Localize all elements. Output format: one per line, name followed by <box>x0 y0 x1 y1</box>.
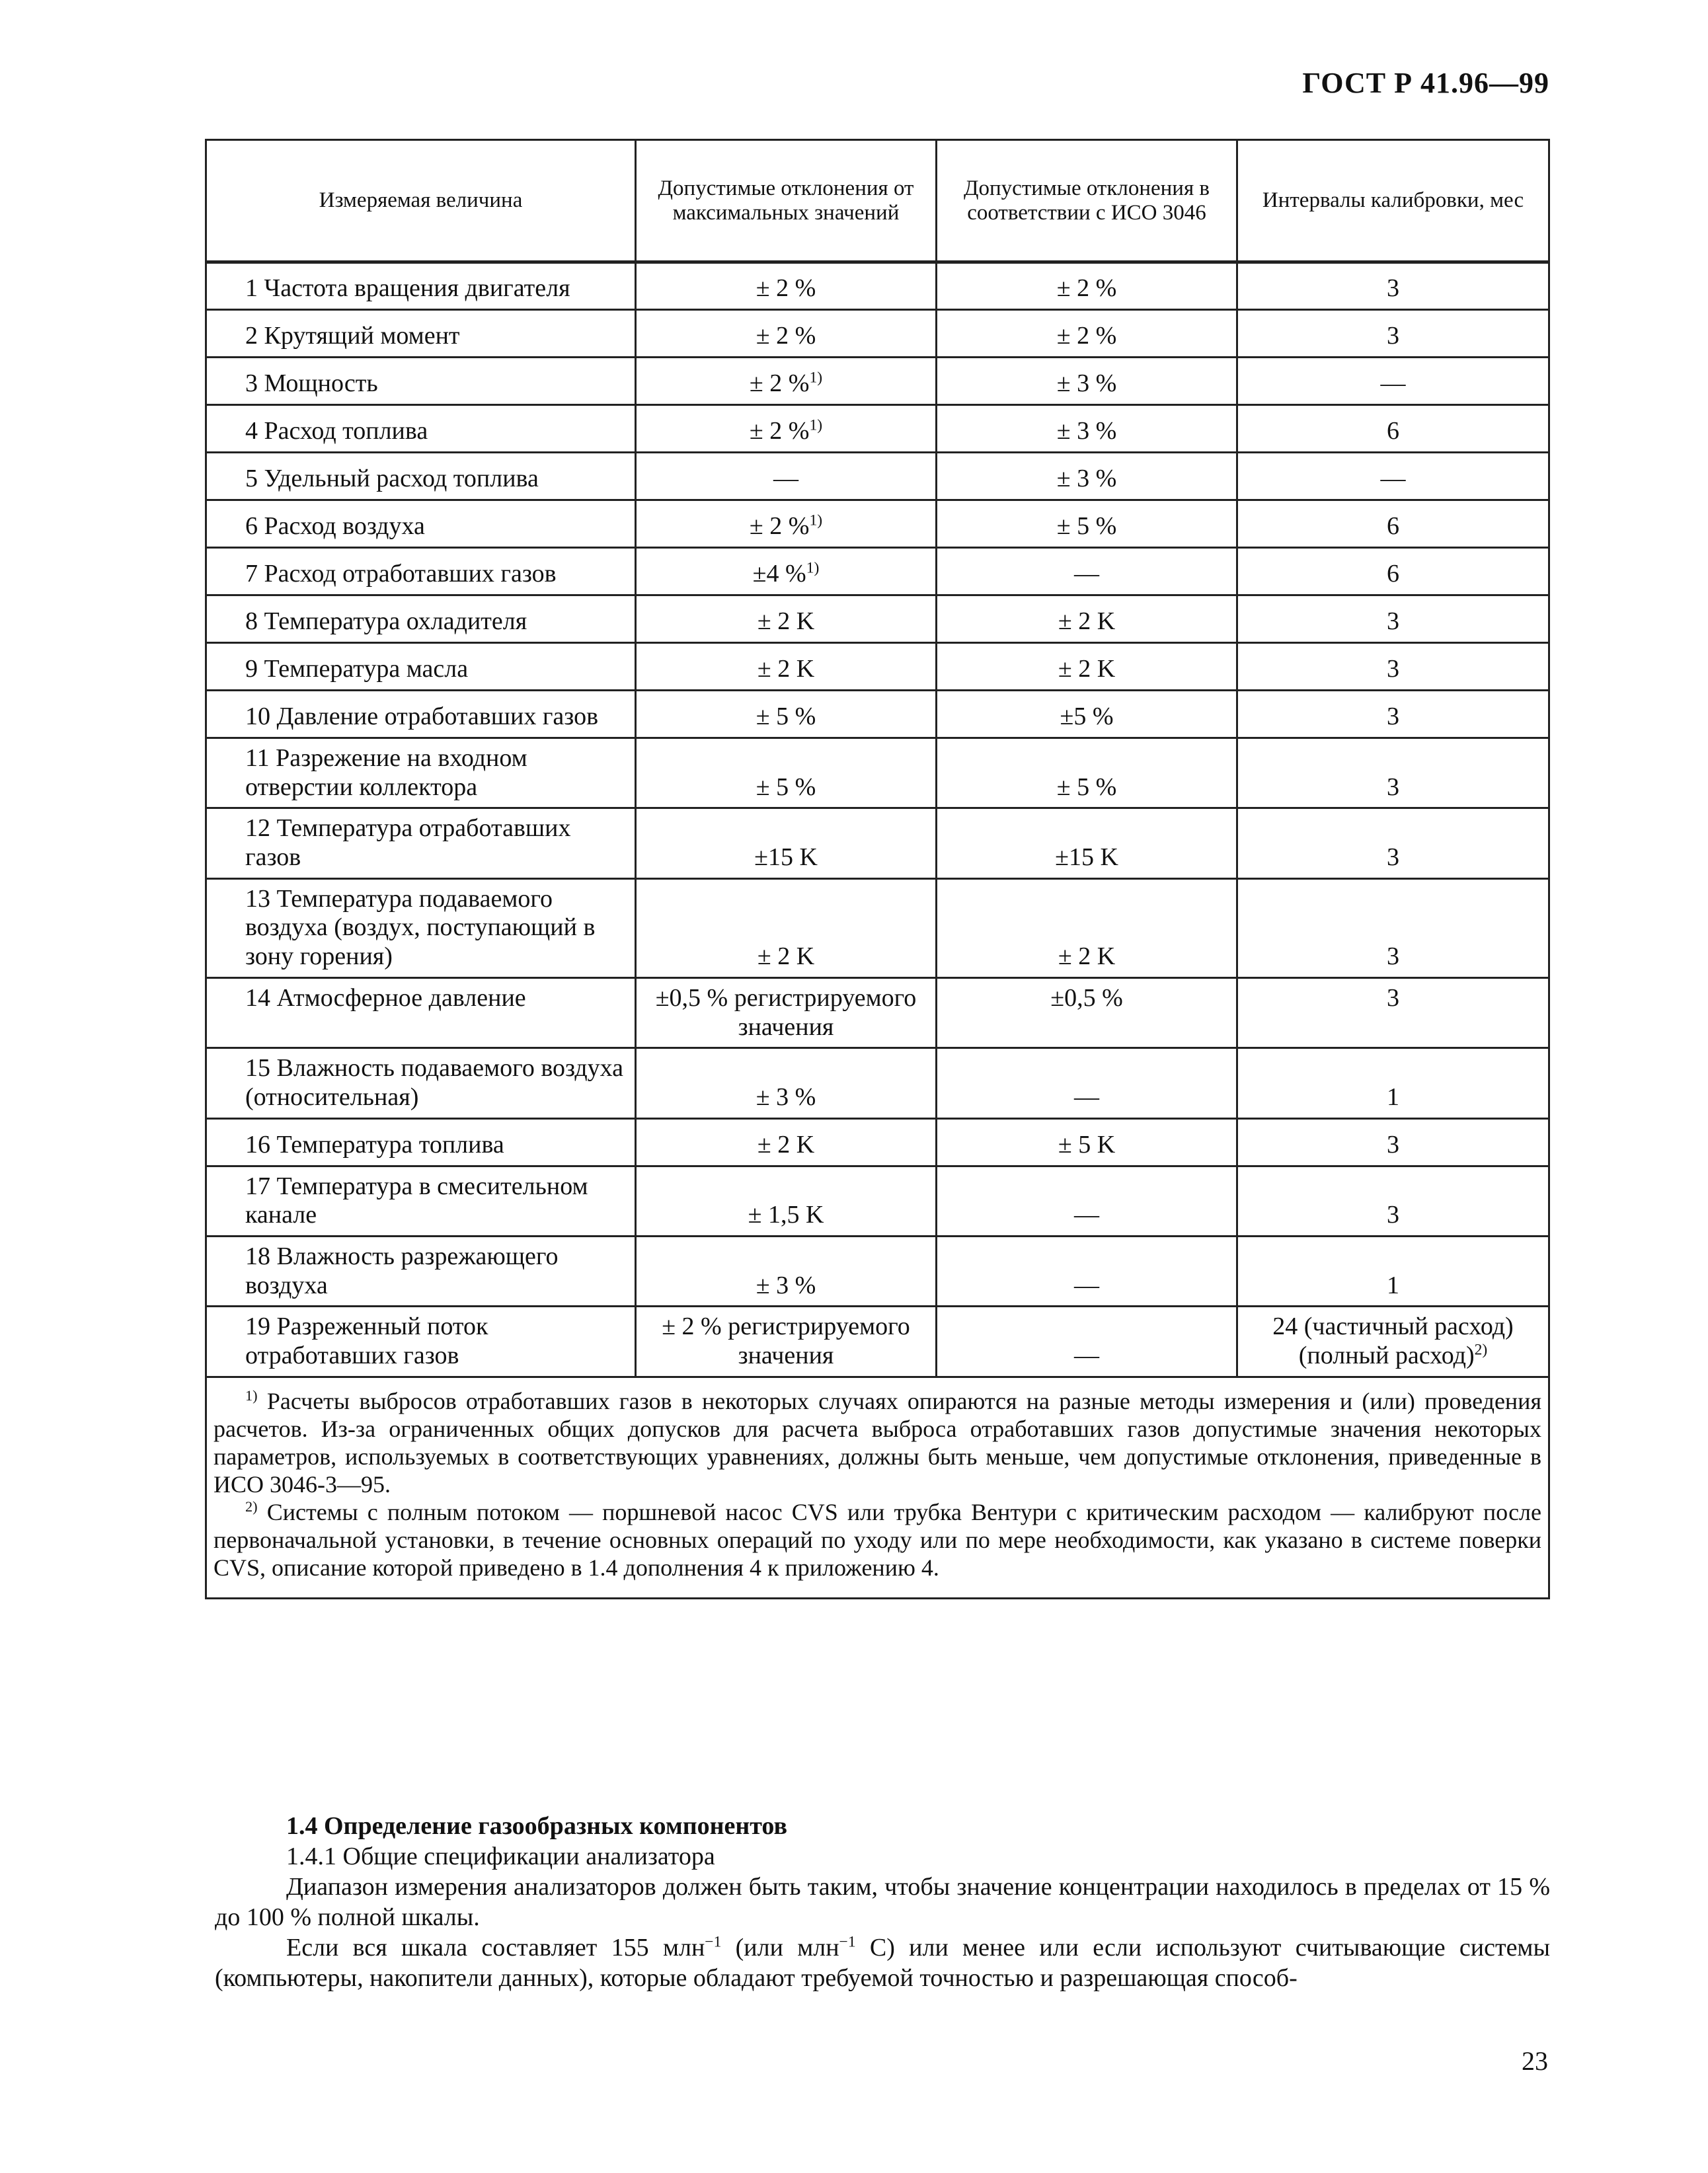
table-row <box>206 1236 1549 1306</box>
cell-quantity <box>206 1307 636 1377</box>
cell-quantity <box>206 1118 636 1166</box>
cell-calibration-interval-text: 3 <box>1387 322 1399 350</box>
cell-quantity <box>206 453 636 500</box>
cell-iso-deviation-text: — <box>1074 1083 1099 1111</box>
col-header-quantity: Измеряемая величина <box>206 140 636 262</box>
table-row <box>206 405 1549 453</box>
cell-max-deviation <box>636 310 937 358</box>
cell-max-deviation-text: ±15 K <box>754 843 818 872</box>
cell-iso-deviation <box>937 643 1237 691</box>
cell-max-deviation-text: ± 2 K <box>757 942 815 971</box>
cell-calibration-interval <box>1237 808 1549 878</box>
cell-max-deviation <box>636 595 937 643</box>
cell-quantity-text: 5 Удельный расход топлива <box>245 465 539 493</box>
cell-quantity-text: 18 Влажность разрежающего воздуха <box>245 1242 559 1299</box>
paragraph-scale-part-b: (или млн <box>721 1934 839 1962</box>
cell-calibration-interval <box>1237 595 1549 643</box>
subsection-heading: 1.4.1 Общие спецификации анализатора <box>286 1843 715 1870</box>
cell-iso-deviation-text: ± 3 % <box>1056 417 1117 445</box>
cell-iso-deviation <box>937 595 1237 643</box>
table-row <box>206 808 1549 878</box>
cell-iso-deviation-text: ± 2 K <box>1058 655 1116 683</box>
table-notes-row <box>206 1377 1549 1599</box>
table-row <box>206 262 1549 310</box>
cell-max-deviation <box>636 643 937 691</box>
paragraph-scale-sup-2: −1 <box>839 1933 856 1951</box>
cell-max-deviation <box>636 1166 937 1236</box>
paragraph-scale <box>215 1932 1550 1993</box>
cell-quantity-text: 10 Давление отработавших газов <box>245 703 599 731</box>
col-header-max-deviation: Допустимые отклонения от максимальных значений <box>636 140 937 262</box>
paragraph-scale-part-a: Если вся шкала составляет 155 млн <box>286 1934 705 1962</box>
cell-max-deviation <box>636 1118 937 1166</box>
col-header-calibration-interval: Интервалы калибровки, мес <box>1237 140 1549 262</box>
cell-iso-deviation-text: ± 3 % <box>1056 465 1117 493</box>
cell-quantity-text: 9 Температура масла <box>245 655 469 683</box>
cell-calibration-interval <box>1237 1118 1549 1166</box>
cell-quantity-text: 7 Расход отработавших газов <box>245 560 557 588</box>
footnote-1-mark: 1) <box>245 1387 258 1404</box>
col-header-iso-deviation: Допустимые отклонения в соответствии с ИСО 3046 <box>937 140 1237 262</box>
cell-calibration-interval <box>1237 310 1549 358</box>
footnote-ref: 2) <box>1474 1341 1488 1359</box>
cell-iso-deviation <box>937 878 1237 977</box>
cell-calibration-interval <box>1237 738 1549 808</box>
cell-quantity <box>206 358 636 405</box>
cell-iso-deviation-text: ± 5 K <box>1058 1130 1116 1159</box>
footnote-2-text: Системы с полным потоком — поршневой насос CVS или трубка Вентури с критическим расходом — калибруют после первоначальной установки, в течение основных операций по уходу или по мере необходимости, как указано в системе поверки CVS, описание которой приведено в 1.4 дополнения 4 к приложению 4. <box>214 1499 1542 1582</box>
cell-iso-deviation-text: ± 2 K <box>1058 607 1116 636</box>
cell-quantity <box>206 262 636 310</box>
cell-max-deviation <box>636 262 937 310</box>
cell-quantity <box>206 1048 636 1118</box>
cell-calibration-interval <box>1237 1307 1549 1377</box>
cell-quantity-text: 4 Расход топлива <box>245 417 428 445</box>
cell-iso-deviation-text: — <box>1074 1201 1099 1229</box>
cell-iso-deviation <box>937 808 1237 878</box>
table-row <box>206 1048 1549 1118</box>
cell-calibration-interval-text: 3 <box>1387 942 1399 971</box>
cell-max-deviation <box>636 691 937 738</box>
cell-calibration-interval-text: — <box>1380 369 1406 398</box>
cell-calibration-interval-text: 1 <box>1387 1083 1399 1111</box>
table-notes <box>206 1377 1549 1599</box>
cell-quantity-text: 17 Температура в смесительном канале <box>245 1172 588 1229</box>
cell-max-deviation-text: ± 2 % <box>749 417 810 445</box>
footnote-ref: 1) <box>809 512 823 529</box>
cell-max-deviation <box>636 1307 937 1377</box>
cell-calibration-interval-text: 3 <box>1387 1130 1399 1159</box>
cell-iso-deviation <box>937 1118 1237 1166</box>
cell-quantity-text: 1 Частота вращения двигателя <box>245 274 570 303</box>
cell-calibration-interval <box>1237 1048 1549 1118</box>
cell-iso-deviation <box>937 405 1237 453</box>
footnote-ref: 1) <box>809 416 823 434</box>
cell-calibration-interval-text: 1 <box>1387 1271 1399 1299</box>
cell-max-deviation-text: ± 2 K <box>757 1130 815 1159</box>
cell-quantity <box>206 643 636 691</box>
cell-calibration-interval-text: 6 <box>1387 417 1399 445</box>
table-row <box>206 1118 1549 1166</box>
cell-max-deviation-text: ± 2 % регистрируемого значения <box>662 1313 910 1369</box>
table-row <box>206 643 1549 691</box>
cell-calibration-interval-text: 24 (частичный расход) (полный расход) <box>1272 1313 1514 1369</box>
cell-max-deviation <box>636 548 937 595</box>
cell-max-deviation-text: — <box>773 465 798 493</box>
cell-quantity-text: 11 Разрежение на входном отверстии коллектора <box>245 744 527 801</box>
cell-calibration-interval <box>1237 548 1549 595</box>
cell-max-deviation <box>636 453 937 500</box>
section-text <box>215 1811 1550 1993</box>
cell-max-deviation <box>636 405 937 453</box>
table-row <box>206 358 1549 405</box>
cell-iso-deviation-text: — <box>1074 560 1099 588</box>
footnote-1-text: Расчеты выбросов отработавших газов в некоторых случаях опираются на разные методы измерения и (или) проведения расчетов. Из-за ограниченных общих допусков для расчета выброса отработавших газов допустимые значения некоторых параметров, используемых в соответствующих уравнениях, должны быть меньше, чем допустимые отклонения, приведенные в ИСО 3046-3—95. <box>214 1387 1542 1498</box>
cell-iso-deviation-text: ±15 K <box>1055 843 1118 872</box>
cell-quantity <box>206 548 636 595</box>
cell-calibration-interval-text: 3 <box>1387 274 1399 303</box>
cell-iso-deviation-text: ±0,5 % <box>1050 983 1123 1012</box>
section-heading: 1.4 Определение газообразных компонентов <box>286 1812 787 1840</box>
page-number: 23 <box>1522 2046 1548 2076</box>
cell-quantity-text: 14 Атмосферное давление <box>245 983 526 1012</box>
cell-quantity-text: 16 Температура топлива <box>245 1130 504 1159</box>
cell-max-deviation <box>636 808 937 878</box>
cell-calibration-interval-text: 3 <box>1387 843 1399 872</box>
cell-max-deviation <box>636 878 937 977</box>
table-row <box>206 453 1549 500</box>
cell-iso-deviation-text: — <box>1074 1342 1099 1369</box>
cell-calibration-interval <box>1237 878 1549 977</box>
cell-quantity-text: 2 Крутящий момент <box>245 322 460 350</box>
cell-calibration-interval <box>1237 1236 1549 1306</box>
table-row <box>206 595 1549 643</box>
table-body <box>206 262 1549 1377</box>
cell-calibration-interval <box>1237 405 1549 453</box>
cell-iso-deviation <box>937 738 1237 808</box>
table-row <box>206 1307 1549 1377</box>
cell-max-deviation-text: ± 5 % <box>756 703 816 731</box>
cell-iso-deviation-text: ± 3 % <box>1056 369 1117 398</box>
cell-iso-deviation <box>937 977 1237 1048</box>
cell-iso-deviation-text: ± 2 % <box>1056 322 1117 350</box>
cell-quantity-text: 8 Температура охладителя <box>245 607 527 636</box>
cell-quantity <box>206 500 636 548</box>
cell-iso-deviation <box>937 1236 1237 1306</box>
cell-calibration-interval-text: — <box>1380 465 1406 493</box>
cell-quantity <box>206 1166 636 1236</box>
cell-iso-deviation <box>937 358 1237 405</box>
cell-iso-deviation-text: ± 5 % <box>1056 512 1117 541</box>
cell-calibration-interval <box>1237 358 1549 405</box>
table-row <box>206 1166 1549 1236</box>
cell-quantity <box>206 405 636 453</box>
cell-iso-deviation <box>937 1166 1237 1236</box>
cell-calibration-interval <box>1237 500 1549 548</box>
cell-iso-deviation <box>937 1307 1237 1377</box>
cell-max-deviation <box>636 500 937 548</box>
cell-max-deviation-text: ± 2 % <box>749 369 810 398</box>
paragraph-range: Диапазон измерения анализаторов должен быть таким, чтобы значение концентрации находилось в пределах от 15 % до 100 % полной шкалы. <box>215 1873 1550 1931</box>
paragraph-scale-sup-1: −1 <box>705 1933 722 1951</box>
cell-max-deviation-text: ± 2 K <box>757 607 815 636</box>
footnote-2-mark: 2) <box>245 1498 258 1515</box>
footnote-1 <box>214 1387 1541 1498</box>
footnote-ref: 1) <box>806 559 820 577</box>
table-row <box>206 310 1549 358</box>
cell-max-deviation <box>636 977 937 1048</box>
cell-calibration-interval <box>1237 643 1549 691</box>
cell-max-deviation-text: ± 5 % <box>756 773 816 801</box>
cell-max-deviation-text: ± 3 % <box>756 1083 816 1111</box>
table-row <box>206 878 1549 977</box>
cell-max-deviation <box>636 738 937 808</box>
cell-calibration-interval-text: 3 <box>1387 607 1399 636</box>
cell-iso-deviation <box>937 548 1237 595</box>
cell-max-deviation-text: ± 2 K <box>757 655 815 683</box>
table-row <box>206 738 1549 808</box>
cell-iso-deviation <box>937 310 1237 358</box>
cell-max-deviation-text: ±4 % <box>752 560 806 588</box>
table-row <box>206 500 1549 548</box>
cell-quantity <box>206 310 636 358</box>
cell-quantity-text: 19 Разреженный поток отработавших газов <box>245 1313 488 1369</box>
cell-max-deviation <box>636 1236 937 1306</box>
cell-calibration-interval-text: 3 <box>1387 1201 1399 1229</box>
cell-iso-deviation-text: ± 2 K <box>1058 942 1116 971</box>
cell-calibration-interval-text: 3 <box>1387 983 1399 1012</box>
cell-calibration-interval <box>1237 977 1549 1048</box>
cell-quantity-text: 12 Температура отработавших газов <box>245 814 571 872</box>
cell-iso-deviation-text: ± 2 % <box>1056 274 1117 303</box>
cell-calibration-interval-text: 3 <box>1387 655 1399 683</box>
cell-iso-deviation <box>937 262 1237 310</box>
cell-iso-deviation <box>937 1048 1237 1118</box>
cell-quantity-text: 13 Температура подаваемого воздуха (воздух, поступающий в зону горения) <box>245 884 596 971</box>
cell-calibration-interval-text: 3 <box>1387 773 1399 801</box>
cell-calibration-interval <box>1237 1166 1549 1236</box>
table-row <box>206 691 1549 738</box>
cell-iso-deviation <box>937 500 1237 548</box>
cell-quantity-text: 6 Расход воздуха <box>245 512 425 541</box>
paragraph-scale-part-c: С) или менее или если используют считывающие системы (компьютеры, накопители данных), которые обладают требуемой точностью и разрешающая способ- <box>215 1934 1551 1992</box>
cell-max-deviation-text: ± 1,5 K <box>748 1201 824 1229</box>
cell-max-deviation-text: ± 2 % <box>756 274 816 303</box>
cell-max-deviation <box>636 358 937 405</box>
cell-quantity <box>206 595 636 643</box>
cell-quantity <box>206 977 636 1048</box>
cell-calibration-interval-text: 6 <box>1387 560 1399 588</box>
cell-iso-deviation <box>937 691 1237 738</box>
cell-quantity <box>206 1236 636 1306</box>
table-header-row <box>206 140 1549 262</box>
cell-quantity <box>206 691 636 738</box>
cell-calibration-interval <box>1237 453 1549 500</box>
cell-quantity-text: 3 Мощность <box>245 369 378 398</box>
calibration-table <box>205 139 1550 1599</box>
cell-calibration-interval <box>1237 262 1549 310</box>
cell-max-deviation-text: ±0,5 % регистрируемого значения <box>655 983 917 1041</box>
cell-max-deviation-text: ± 2 % <box>749 512 810 541</box>
cell-calibration-interval-text: 3 <box>1387 703 1399 731</box>
cell-calibration-interval-text: 6 <box>1387 512 1399 541</box>
cell-quantity <box>206 738 636 808</box>
cell-calibration-interval <box>1237 691 1549 738</box>
cell-max-deviation <box>636 1048 937 1118</box>
cell-iso-deviation <box>937 453 1237 500</box>
footnote-2 <box>214 1498 1541 1582</box>
cell-iso-deviation-text: ± 5 % <box>1056 773 1117 801</box>
footnote-ref: 1) <box>809 369 823 387</box>
document-code: ГОСТ Р 41.96—99 <box>1302 67 1549 99</box>
cell-quantity <box>206 878 636 977</box>
table-row <box>206 977 1549 1048</box>
cell-iso-deviation-text: ±5 % <box>1060 703 1114 731</box>
cell-iso-deviation-text: — <box>1074 1271 1099 1299</box>
table-row <box>206 548 1549 595</box>
cell-quantity-text: 15 Влажность подаваемого воздуха (относительная) <box>245 1054 624 1111</box>
cell-quantity <box>206 808 636 878</box>
cell-max-deviation-text: ± 2 % <box>756 322 816 350</box>
cell-max-deviation-text: ± 3 % <box>756 1271 816 1299</box>
